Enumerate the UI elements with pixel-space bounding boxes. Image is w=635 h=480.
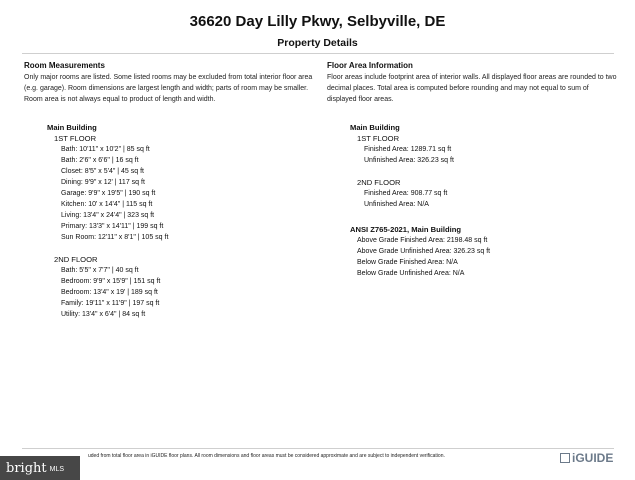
unfinished-area: Unfinished Area: N/A [364, 201, 429, 208]
room-item: Living: 13'4" x 24'4" | 323 sq ft [61, 212, 155, 219]
main-building-heading: Main Building [47, 123, 97, 132]
room-item: Bedroom: 9'9" x 15'9" | 151 sq ft [61, 278, 161, 285]
floor2-label: 2ND FLOOR [357, 178, 401, 187]
room-measurements-title: Room Measurements [24, 61, 105, 70]
finished-area: Finished Area: 1289.71 sq ft [364, 146, 452, 153]
bright-mls-watermark [0, 456, 80, 480]
room-item: Dining: 9'9" x 12' | 117 sq ft [61, 179, 145, 186]
ansi-item: Above Grade Unfinished Area: 326.23 sq ft [357, 248, 491, 255]
footer-divider [22, 448, 614, 449]
room-item: Family: 19'11" x 11'9" | 197 sq ft [61, 300, 160, 307]
room-item: Bath: 2'6" x 6'6" | 16 sq ft [61, 157, 139, 164]
footer-disclaimer: uded from total floor area in iGUIDE floor plans. All room dimensions and floor areas must be considered approximate and are subject to independent verification. [88, 453, 445, 459]
header-divider [22, 53, 614, 54]
ansi-item: Above Grade Finished Area: 2198.48 sq ft [357, 237, 488, 244]
room-item: Sun Room: 12'11" x 8'1" | 105 sq ft [61, 234, 169, 241]
iguide-logo [560, 451, 613, 465]
main-building-heading: Main Building [350, 123, 400, 132]
floor-area-intro: Floor areas include footprint area of interior walls. All displayed floor areas are rounded to two decimal places. Total area is computed before rounding and may not equal to sum of displayed floor areas. [327, 74, 617, 103]
room-item: Garage: 9'9" x 19'5" | 190 sq ft [61, 190, 156, 197]
finished-area: Finished Area: 908.77 sq ft [364, 190, 448, 197]
room-item: Bedroom: 13'4" x 19' | 189 sq ft [61, 289, 158, 296]
page-title: 36620 Day Lilly Pkwy, Selbyville, DE [189, 13, 446, 30]
ansi-heading: ANSI Z765-2021, Main Building [350, 225, 461, 234]
room-item: Bath: 10'11" x 10'2" | 85 sq ft [61, 146, 150, 153]
iguide-brand: iGUIDE [572, 451, 614, 465]
floor1-label: 1ST FLOOR [54, 134, 97, 143]
ansi-item: Below Grade Finished Area: N/A [357, 259, 458, 266]
room-measurements-section [24, 60, 316, 320]
floor-area-title: Floor Area Information [327, 61, 413, 70]
unfinished-area: Unfinished Area: 326.23 sq ft [364, 157, 454, 164]
room-item: Utility: 13'4" x 6'4" | 84 sq ft [61, 311, 146, 318]
room-item: Closet: 8'5" x 5'4" | 45 sq ft [61, 168, 145, 175]
room-item: Bath: 5'5" x 7'7" | 40 sq ft [61, 267, 139, 274]
floor-area-section [327, 60, 619, 279]
ansi-item: Below Grade Unfinished Area: N/A [357, 270, 465, 277]
iguide-box-icon [560, 453, 570, 463]
watermark-mls: MLS [49, 466, 65, 473]
watermark-word: bright [6, 460, 47, 476]
room-item: Primary: 13'3" x 14'11" | 199 sq ft [61, 223, 164, 230]
floor2-label: 2ND FLOOR [54, 255, 98, 264]
room-item: Kitchen: 10' x 14'4" | 115 sq ft [61, 201, 153, 208]
floor1-label: 1ST FLOOR [357, 134, 400, 143]
room-measurements-intro: Only major rooms are listed. Some listed rooms may be excluded from total interior floor area (e.g. garage). Room dimensions are largest length and width; parts of room may be smaller. Room area is not always equal to product of length and width. [24, 74, 313, 103]
page-subtitle: Property Details [277, 37, 358, 49]
